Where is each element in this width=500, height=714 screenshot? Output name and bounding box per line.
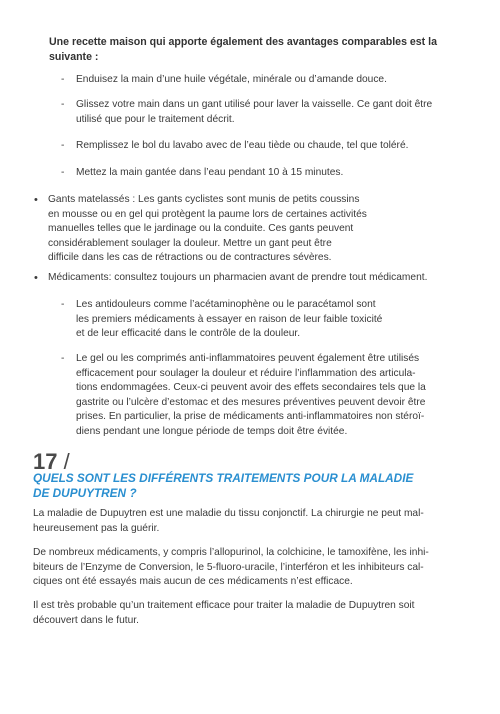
med-line: Le gel ou les comprimés anti-inflammatoires peuvent également être utilisés [76,353,420,364]
section-slash: / [63,449,70,474]
med-line: prises. En particulier, la prise de médicaments anti-inflammatoires non stéroï- [76,411,425,422]
step-line: Mettez la main gantée dans l’eau pendant 10 à 15 minutes. [76,167,344,178]
med-line: et de leur efficacité dans le contrôle de la douleur. [76,328,301,339]
section-number-value: 17 [33,449,58,474]
med-line: tions endommagées. Ceux-ci peuvent avoir des effets secondaires tels que la [76,382,426,393]
med-line: diens pendant une longue période de temps doit être évitée. [76,425,348,437]
dash-marker: - [61,353,65,364]
step-line: utilisé que pour le traitement décrit. [76,113,235,125]
paragraph-2 [33,546,429,590]
dash-marker: - [61,99,65,110]
dash-marker: - [61,299,65,310]
section-title [33,471,413,501]
section-title-line: QUELS SONT LES DIFFÉRENTS TRAITEMENTS POUR LA MALADIE [33,471,414,485]
med-line: gastrite ou l’ulcère d’estomac et des mesures préventives peuvent devoir être [76,396,426,408]
bullet-marker: • [34,272,38,284]
paragraph-line: biteurs de l’Enzyme de Conversion, le 5-fluoro-uracile, l’interféron et les inhibiteurs cal- [33,561,424,573]
bullet-line: en mousse ou en gel qui protègent la paume lors de certaines activités [48,208,367,220]
paragraph-3 [33,599,414,628]
step-line: Glissez votre main dans un gant utilisé pour laver la vaisselle. Ce gant doit être [76,99,433,110]
paragraph-line: ciques ont été essayés mais aucun de ces médicaments n’est efficace. [33,576,353,587]
paragraph-line: Il est très probable qu’un traitement efficace pour traiter la maladie de Dupuytren soit [33,600,415,611]
med-line: les premiers médicaments à essayer en raison de leur faible toxicité [76,313,383,325]
paragraph-line: De nombreux médicaments, y compris l’allopurinol, la colchicine, le tamoxifène, les inhi- [33,547,429,558]
step-line: Remplissez le bol du lavabo avec de l’eau tiède ou chaude, tel que toléré. [76,140,409,151]
paragraph-1 [33,507,424,536]
bullet-line: Gants matelassés : Les gants cyclistes sont munis de petits coussins [48,194,360,205]
dash-marker: - [61,140,65,151]
med-line: Les antidouleurs comme l’acétaminophène ou le paracétamol sont [76,299,376,310]
dash-marker: - [61,74,65,85]
bullet-line: difficile dans les cas de rétractions ou de contractures sévères. [48,252,332,263]
paragraph-line: heureusement pas la guérir. [33,522,160,534]
intro-heading [49,35,469,65]
bullet-line: considérablement soulager la douleur. Mettre un gant peut être [48,237,332,249]
bullet-marker: • [34,194,38,206]
intro-line: suivante : [49,51,99,63]
step-line: Enduisez la main d’une huile végétale, minérale ou d’amande douce. [76,74,387,85]
intro-line: Une recette maison qui apporte également des avantages comparables est la [49,36,437,48]
section-title-line: DE DUPUYTREN ? [33,486,137,500]
paragraph-line: découvert dans le futur. [33,614,139,626]
paragraph-line: La maladie de Dupuytren est une maladie du tissu conjonctif. La chirurgie ne peut mal- [33,508,424,519]
bullet-line: manuelles telles que le jardinage ou la conduite. Ces gants peuvent [48,223,354,234]
bullet-line: Médicaments: consultez toujours un pharmacien avant de prendre tout médicament. [48,272,428,283]
dash-marker: - [61,167,65,178]
med-line: efficacement pour soulager la douleur et réduire l’inflammation des articula- [76,367,416,379]
